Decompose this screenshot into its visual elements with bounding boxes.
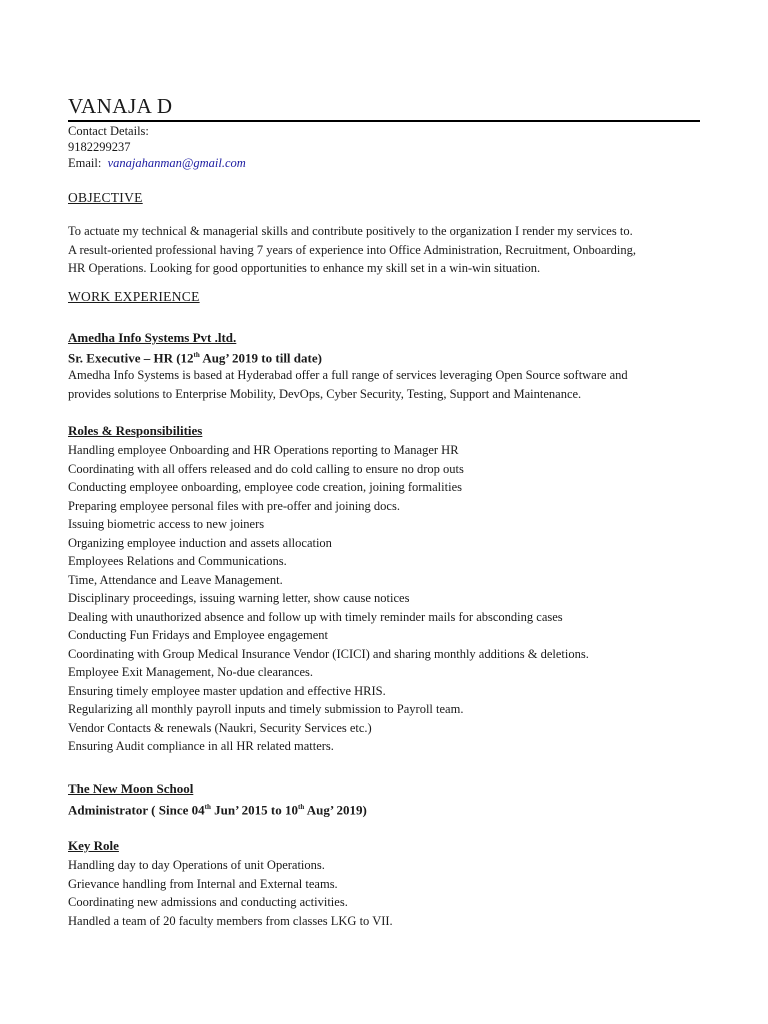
- job2-title: [68, 800, 367, 817]
- objective-text: [68, 222, 708, 278]
- key-role-item: Coordinating new admissions and conducting activities.: [68, 895, 348, 909]
- role-item: Disciplinary proceedings, issuing warning letter, show cause notices: [68, 591, 410, 605]
- roles-list: [68, 441, 708, 756]
- job1-company: Amedha Info Systems Pvt .ltd.: [68, 330, 237, 345]
- objective-heading: OBJECTIVE: [68, 190, 143, 205]
- job1-title-end: Aug’ 2019 to till date): [199, 350, 322, 366]
- key-role-item: Handled a team of 20 faculty members from classes LKG to VII.: [68, 913, 393, 928]
- roles-heading: Roles & Responsibilities: [68, 423, 203, 438]
- role-item: Ensuring timely employee master updation and effective HRIS.: [68, 683, 386, 698]
- role-item: Dealing with unauthorized absence and follow up with timely reminder mails for absconding cases: [68, 609, 563, 624]
- work-experience-heading: WORK EXPERIENCE: [68, 289, 200, 304]
- job2-title-start: Administrator ( Since 04: [68, 802, 205, 818]
- role-item: Preparing employee personal files with pre-offer and joining docs.: [68, 498, 400, 513]
- job2-title-sup: th: [204, 803, 211, 811]
- candidate-name: VANAJA D: [68, 94, 173, 118]
- objective-line: A result-oriented professional having 7 years of experience into Office Administration, Recruitment, Onboarding,: [68, 242, 637, 257]
- job1-desc-line: provides solutions to Enterprise Mobility, DevOps, Cyber Security, Testing, Support and Maintenance.: [68, 386, 582, 401]
- key-role-heading: Key Role: [68, 838, 119, 853]
- header-divider: [68, 120, 700, 122]
- role-item: Employee Exit Management, No-due clearances.: [68, 665, 314, 679]
- contact-phone: 9182299237: [68, 140, 131, 154]
- job1-desc-line: Amedha Info Systems is based at Hyderabad offer a full range of services leveraging Open Source software and: [68, 368, 628, 382]
- job1-title-start: Sr. Executive – HR (12: [68, 350, 194, 366]
- role-item: Conducting employee onboarding, employee code creation, joining formalities: [68, 480, 462, 494]
- objective-line: HR Operations. Looking for good opportunities to enhance my skill set in a win-win situation.: [68, 261, 541, 275]
- job1-description: [68, 366, 708, 403]
- key-role-list: [68, 856, 708, 930]
- role-item: Conducting Fun Fridays and Employee engagement: [68, 628, 329, 642]
- job2-company: The New Moon School: [68, 781, 194, 796]
- role-item: Ensuring Audit compliance in all HR related matters.: [68, 739, 334, 753]
- role-item: Vendor Contacts & renewals (Naukri, Security Services etc.): [68, 720, 372, 735]
- role-item: Employees Relations and Communications.: [68, 554, 287, 568]
- role-item: Coordinating with Group Medical Insurance Vendor (ICICI) and sharing monthly additions & deletions.: [68, 646, 589, 661]
- job1-title-sup: th: [193, 351, 200, 359]
- role-item: Handling employee Onboarding and HR Operations reporting to Manager HR: [68, 443, 459, 457]
- role-item: Time, Attendance and Leave Management.: [68, 572, 283, 587]
- role-item: Regularizing all monthly payroll inputs and timely submission to Payroll team.: [68, 702, 464, 716]
- job2-title-end: Aug’ 2019): [304, 802, 367, 818]
- contact-label: Contact Details:: [68, 124, 149, 138]
- email-link[interactable]: vanajahanman@gmail.com: [107, 156, 246, 170]
- key-role-item: Grievance handling from Internal and External teams.: [68, 876, 338, 891]
- email-label: Email:: [68, 156, 102, 170]
- role-item: Coordinating with all offers released and do cold calling to ensure no drop outs: [68, 461, 464, 476]
- role-item: Issuing biometric access to new joiners: [68, 517, 265, 531]
- job2-title-sup: th: [298, 803, 305, 811]
- contact-email-row: [68, 156, 246, 171]
- job1-title: [68, 348, 322, 365]
- key-role-item: Handling day to day Operations of unit Operations.: [68, 858, 325, 872]
- role-item: Organizing employee induction and assets allocation: [68, 535, 332, 550]
- job2-title-mid: Jun’ 2015 to 10: [210, 802, 299, 818]
- objective-line: To actuate my technical & managerial skills and contribute positively to the organization I render my services to.: [68, 224, 633, 238]
